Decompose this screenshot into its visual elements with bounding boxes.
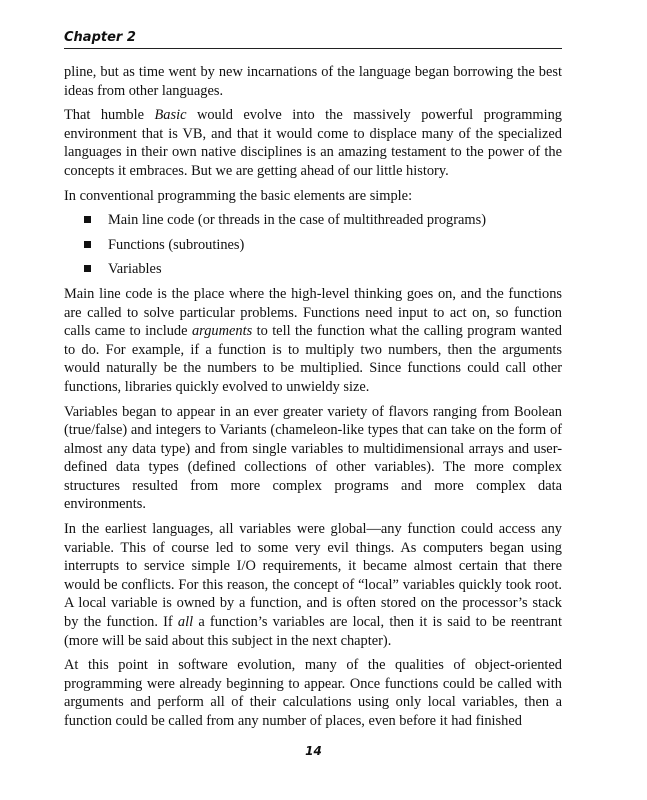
paragraph-6 [64,520,562,650]
paragraph-2 [64,106,562,180]
list-item [64,236,562,255]
paragraph-2-emphasis: Basic [154,107,187,124]
list-item-text: Variables [108,261,162,278]
list-item [64,260,562,279]
square-bullet-icon [84,216,91,223]
paragraph-3: In conventional programming the basic elements are simple: [64,187,413,204]
paragraph-4-text-b: to tell the function what the calling program wanted to do. For example, if a function is to multiply two numbers, then the arguments would naturally be the numbers to be multiplied. Since functions could call other functions, libraries quickly evolved to unwieldy size. [64,323,563,395]
bullet-list [64,211,562,279]
paragraph-6-text-a: In the earliest languages, all variables were global—any function could access any variable. This of course led to some very evil things. As computers began using interrupts to service simple I/O requirements, it became almost certain that there would be conflicts. For this reason, the concept of “local” variables quickly took root. A local variable is owned by a function, and is often stored on the processor’s stack by the function. If [64,521,562,631]
page-number: 14 [305,744,322,758]
list-item-text: Main line code (or threads in the case of multithreaded programs) [108,212,487,229]
square-bullet-icon [84,241,91,248]
paragraph-2-text-b: would evolve into the massively powerful programming environment that is VB, and that it would come to displace many of the specialized languages in their own native disciplines is an amazing testament to the power of the concepts it embraces. But we are getting ahead of our little history. [64,107,562,179]
chapter-label: Chapter 2 [64,30,136,45]
paragraph-7: At this point in software evolution, many of the qualities of object-oriented programming were already beginning to appear. Once functions could be called with arguments and perform all of their calculations using only local variables, then a function could be called from any number of places, even before it had finished [64,657,562,729]
paragraph-4-emphasis: arguments [191,323,253,340]
paragraph-4 [64,285,562,397]
paragraph-5: Variables began to appear in an ever greater variety of flavors ranging from Boolean (true/false) and integers to Variants (chameleon-like types that can take on the form of almost any data type) and from single variables to multidimensional arrays and user-defined data types (defined collections of other variables). The more complex structures resulted from more complex programs and more complex data environments. [64,403,562,513]
paragraph-2-text-a: That humble [64,107,155,124]
running-header [64,30,562,49]
square-bullet-icon [84,265,91,272]
body-text [64,63,562,737]
paragraph-6-text-b: a function’s variables are local, then it is said to be reentrant (more will be said about this subject in the next chapter). [64,614,562,649]
list-item-text: Functions (subroutines) [108,236,245,253]
paragraph-4-text-a: Main line code is the place where the high-level thinking goes on, and the functions are called to solve particular problems. Functions need input to act on, so function calls came to include [64,285,562,340]
paragraph-6-emphasis: all [177,614,194,631]
paragraph-1: pline, but as time went by new incarnations of the language began borrowing the best ideas from other languages. [64,64,562,99]
list-item [64,211,562,230]
